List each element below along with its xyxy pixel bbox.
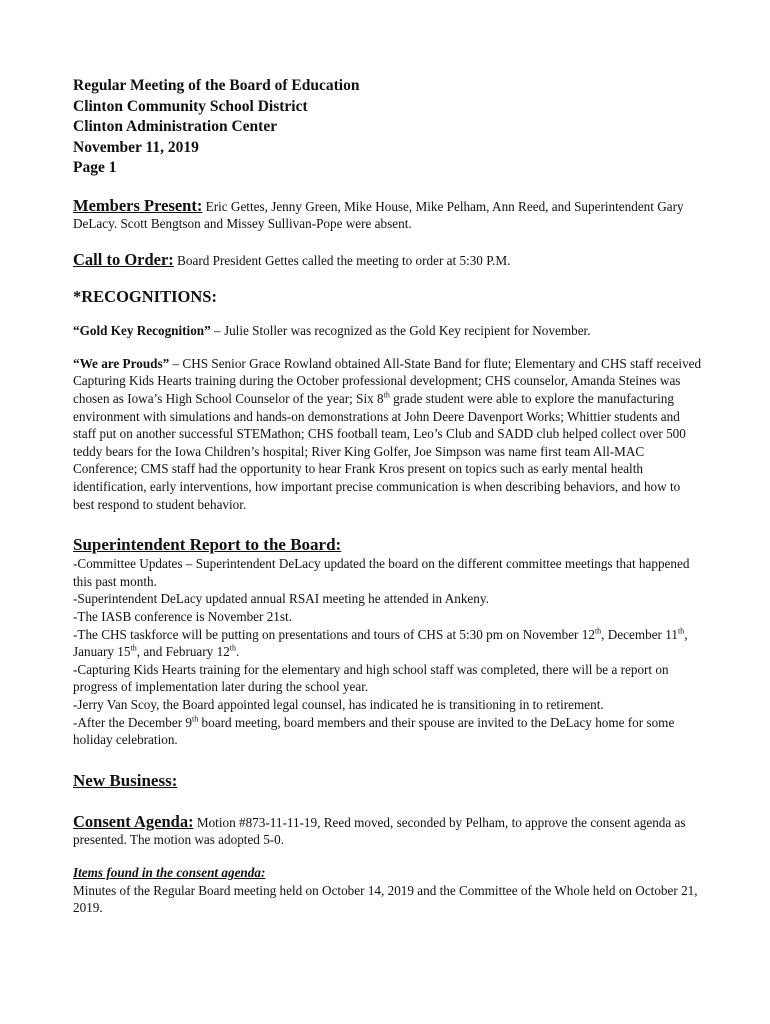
we-are-prouds-paragraph [73, 355, 703, 513]
ordinal-suffix: th [594, 626, 602, 636]
header-date: November 11, 2019 [73, 138, 199, 156]
header-district: Clinton Community School District [73, 97, 308, 115]
taskforce-text-1: -The CHS taskforce will be putting on presentations and tours of CHS at 5:30 pm on November 12 [73, 626, 595, 642]
we-are-prouds-text: – CHS Senior Grace Rowland obtained All-State Band for flute; Elementary and CHS staff received Capturing Kids Hearts training during the October professional development; CHS counselor, Amanda Steines was chosen as Iowa’s High School Counselor of the year; Six 8 [73, 355, 702, 407]
gold-key-label: “Gold Key Recognition” [73, 323, 211, 339]
taskforce-text-4: , and February 12 [136, 644, 230, 660]
superintendent-report-heading: Superintendent Report to the Board: [73, 535, 342, 555]
call-to-order-label: Call to Order: [73, 249, 174, 269]
meeting-header [73, 76, 703, 179]
new-business-heading: New Business: [73, 770, 178, 790]
consent-items-text: Minutes of the Regular Board meeting held on October 14, 2019 and the Committee of the Whole held on October 21, 2019. [73, 882, 698, 916]
report-item-rsai: -Superintendent DeLacy updated annual RSAI meeting he attended in Ankeny. [73, 591, 489, 607]
taskforce-text-2: , December 11 [601, 626, 678, 642]
we-are-prouds-text-cont: grade student were able to explore the manufacturing environment with simulations and hands-on demonstrations at John Deere Davenport Works; Whittier students and staff put on another successful STEMathon; CHS football team, Leo’s Club and SADD club helped collect over 500 teddy bears for the Iowa Children’s hospital; River King Golfer, Joe Simpson was name first team All-MAC Conference; CMS staff had the opportunity to hear Frank Kros present on topics such as early mental health identification, early interventions, how important precise communication is when describing behaviors, and how to best respond to student behavior. [73, 391, 686, 512]
report-item-taskforce [73, 626, 703, 661]
members-present-text: Eric Gettes, Jenny Green, Mike House, Mike Pelham, Ann Reed, and Superintendent Gary DeLacy. Scott Bengtson and Missey Sullivan-Pope were absent. [73, 198, 684, 232]
call-to-order-text: Board President Gettes called the meeting to order at 5:30 P.M. [173, 252, 511, 268]
gold-key-text: – Julie Stoller was recognized as the Gold Key recipient for November. [210, 323, 591, 339]
holiday-text-2: board meeting, board members and their spouse are invited to the DeLacy home for some holiday celebration. [73, 714, 675, 748]
call-to-order-paragraph [73, 251, 703, 270]
ordinal-suffix: th [383, 390, 390, 400]
consent-agenda-label: Consent Agenda: [73, 811, 194, 831]
ordinal-suffix: th [192, 714, 199, 724]
taskforce-text-5: . [236, 644, 240, 660]
report-item-iasb: -The IASB conference is November 21st. [73, 609, 292, 624]
holiday-text-1: -After the December 9 [73, 714, 192, 730]
we-are-prouds-label: “We are Prouds” [73, 355, 170, 371]
header-location: Clinton Administration Center [73, 118, 278, 135]
ordinal-suffix: th [229, 643, 236, 653]
gold-key-paragraph [73, 322, 703, 340]
header-title: Regular Meeting of the Board of Education [73, 77, 360, 94]
recognitions-heading: *RECOGNITIONS: [73, 287, 217, 307]
consent-items-label [73, 864, 703, 882]
consent-agenda-paragraph [73, 813, 703, 849]
consent-items-label-text: Items found in the consent agenda: [73, 864, 266, 880]
header-page: Page 1 [73, 159, 117, 176]
members-present-paragraph [73, 197, 703, 233]
taskforce-text-3: , January 15 [73, 626, 688, 660]
ordinal-suffix: th [130, 643, 137, 653]
members-present-label: Members Present: [73, 195, 203, 215]
document-body [73, 76, 703, 917]
report-item-capturing-kids-hearts: -Capturing Kids Hearts training for the elementary and high school staff was completed, there will be a report on progress of implementation later during the school year. [73, 661, 669, 695]
report-item-committee: -Committee Updates – Superintendent DeLacy updated the board on the different committee meetings that happened this past month. [73, 556, 690, 589]
report-item-legal-counsel: -Jerry Van Scoy, the Board appointed legal counsel, has indicated he is transitioning in to retirement. [73, 696, 604, 712]
ordinal-suffix: th [677, 626, 685, 636]
report-item-holiday [73, 714, 703, 749]
consent-agenda-text: Motion #873-11-11-19, Reed moved, seconded by Pelham, to approve the consent agenda as presented. The motion was adopted 5-0. [73, 814, 686, 848]
